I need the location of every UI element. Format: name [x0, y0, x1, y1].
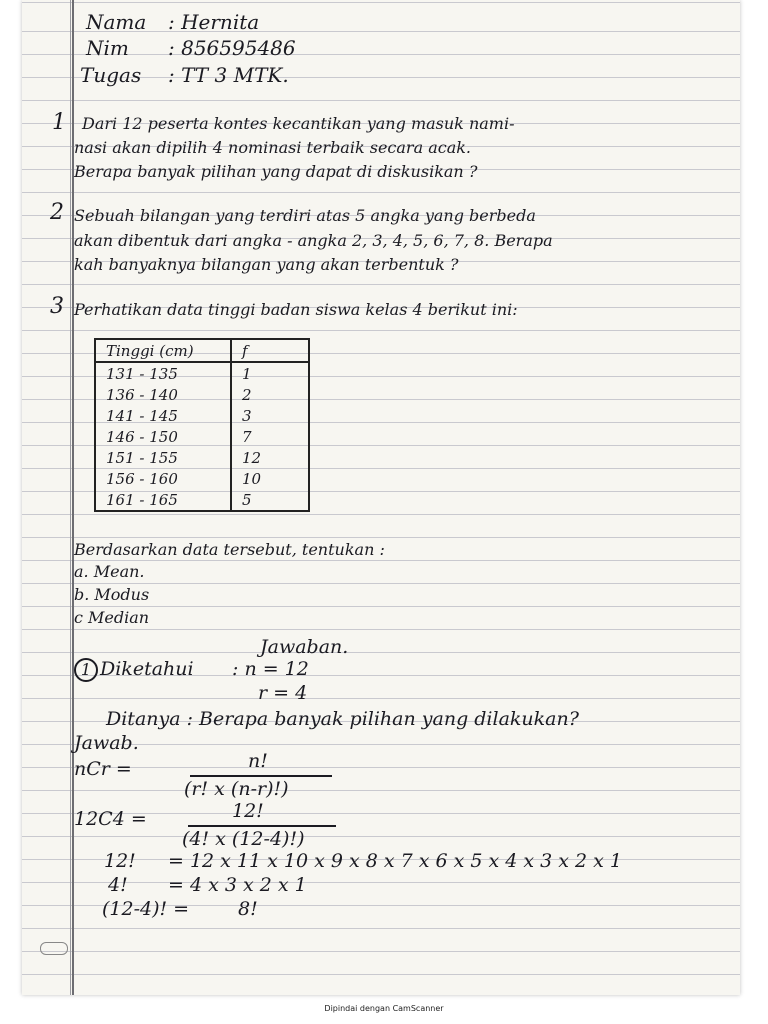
question-2-line-2: akan dibentuk dari angka - angka 2, 3, 4, 5, 6, 7, 8. Berapa — [74, 231, 553, 250]
question-3-item-c: c Median — [74, 608, 150, 627]
notebook-brand-stamp — [40, 942, 68, 955]
factorial-8-rhs: 8! — [238, 898, 258, 920]
ncr-fraction-bar — [190, 775, 332, 777]
table-header-height: Tinggi (cm) — [95, 339, 231, 362]
table-cell-frequency: 7 — [231, 426, 309, 447]
table-cell-frequency: 12 — [231, 447, 309, 468]
factorial-12-rhs: = 12 x 11 x 10 x 9 x 8 x 7 x 6 x 5 x 4 x 3 x 2 x 1 — [168, 850, 623, 872]
ncr-lhs: nCr = — [74, 758, 132, 780]
table-header-frequency: f — [231, 339, 309, 362]
ncr-numerator: n! — [248, 750, 268, 772]
nama-label: Nama — [86, 10, 147, 34]
table-cell-height: 156 - 160 — [95, 468, 231, 489]
table-row — [95, 405, 309, 426]
factorial-4-rhs: = 4 x 3 x 2 x 1 — [168, 874, 307, 896]
given-label: Diketahui — [100, 658, 194, 680]
table-cell-height: 136 - 140 — [95, 384, 231, 405]
table-cell-frequency: 3 — [231, 405, 309, 426]
tugas-label: Tugas — [80, 63, 142, 87]
asked-line: Ditanya : Berapa banyak pilihan yang dilakukan? — [106, 708, 579, 730]
table-cell-frequency: 10 — [231, 468, 309, 489]
table-header-row — [95, 339, 309, 362]
factorial-8-lhs: (12-4)! = — [102, 898, 190, 920]
question-3-item-a: a. Mean. — [74, 562, 145, 581]
question-1-number: 1 — [52, 110, 66, 135]
table-row — [95, 384, 309, 405]
answer-1-given — [74, 658, 194, 682]
table-cell-height: 131 - 135 — [95, 362, 231, 384]
answer-number-circle: 1 — [74, 658, 98, 682]
table-cell-height: 151 - 155 — [95, 447, 231, 468]
c12-lhs: 12C4 = — [74, 808, 147, 830]
question-1-line-2: nasi akan dipilih 4 nominasi terbaik secara acak. — [74, 138, 472, 157]
question-3-instruction: Berdasarkan data tersebut, tentukan : — [74, 540, 385, 559]
question-3-item-b: b. Modus — [74, 585, 150, 604]
table-cell-frequency: 1 — [231, 362, 309, 384]
question-1-line-3: Berapa banyak pilihan yang dapat di diskusikan ? — [74, 162, 478, 181]
question-2-line-1: Sebuah bilangan yang terdiri atas 5 angka yang berbeda — [74, 206, 536, 225]
c12-denominator: (4! x (12-4)!) — [182, 828, 305, 850]
given-r: r = 4 — [258, 682, 308, 704]
table-cell-frequency: 5 — [231, 489, 309, 511]
nim-value: : 856595486 — [168, 36, 296, 60]
table-row — [95, 447, 309, 468]
c12-fraction-bar — [188, 825, 336, 827]
table-row — [95, 468, 309, 489]
nama-value: : Hernita — [168, 10, 260, 34]
margin-line-inner — [70, 0, 71, 995]
nim-label: Nim — [86, 36, 129, 60]
height-frequency-table — [94, 338, 310, 512]
table-row — [95, 362, 309, 384]
table-cell-height: 161 - 165 — [95, 489, 231, 511]
question-1-line-1: Dari 12 peserta kontes kecantikan yang masuk nami- — [82, 114, 515, 133]
table-row — [95, 426, 309, 447]
c12-numerator: 12! — [232, 800, 264, 822]
scanner-watermark: Dipindai dengan CamScanner — [324, 1004, 444, 1013]
question-2-line-3: kah banyaknya bilangan yang akan terbentuk ? — [74, 255, 459, 274]
ncr-denominator: (r! x (n-r)!) — [184, 778, 289, 800]
factorial-12-lhs: 12! — [104, 850, 136, 872]
given-n: : n = 12 — [232, 658, 309, 680]
tugas-value: : TT 3 MTK. — [168, 63, 289, 87]
table-cell-height: 141 - 145 — [95, 405, 231, 426]
table-row — [95, 489, 309, 511]
answer-title: Jawaban. — [260, 636, 349, 658]
question-3-number: 3 — [50, 294, 64, 319]
factorial-4-lhs: 4! — [108, 874, 128, 896]
work-label: Jawab. — [74, 732, 139, 754]
question-3-line-1: Perhatikan data tinggi badan siswa kelas 4 berikut ini: — [74, 300, 518, 319]
table-cell-frequency: 2 — [231, 384, 309, 405]
notebook-page — [22, 0, 740, 995]
table-cell-height: 146 - 150 — [95, 426, 231, 447]
question-2-number: 2 — [50, 200, 64, 225]
